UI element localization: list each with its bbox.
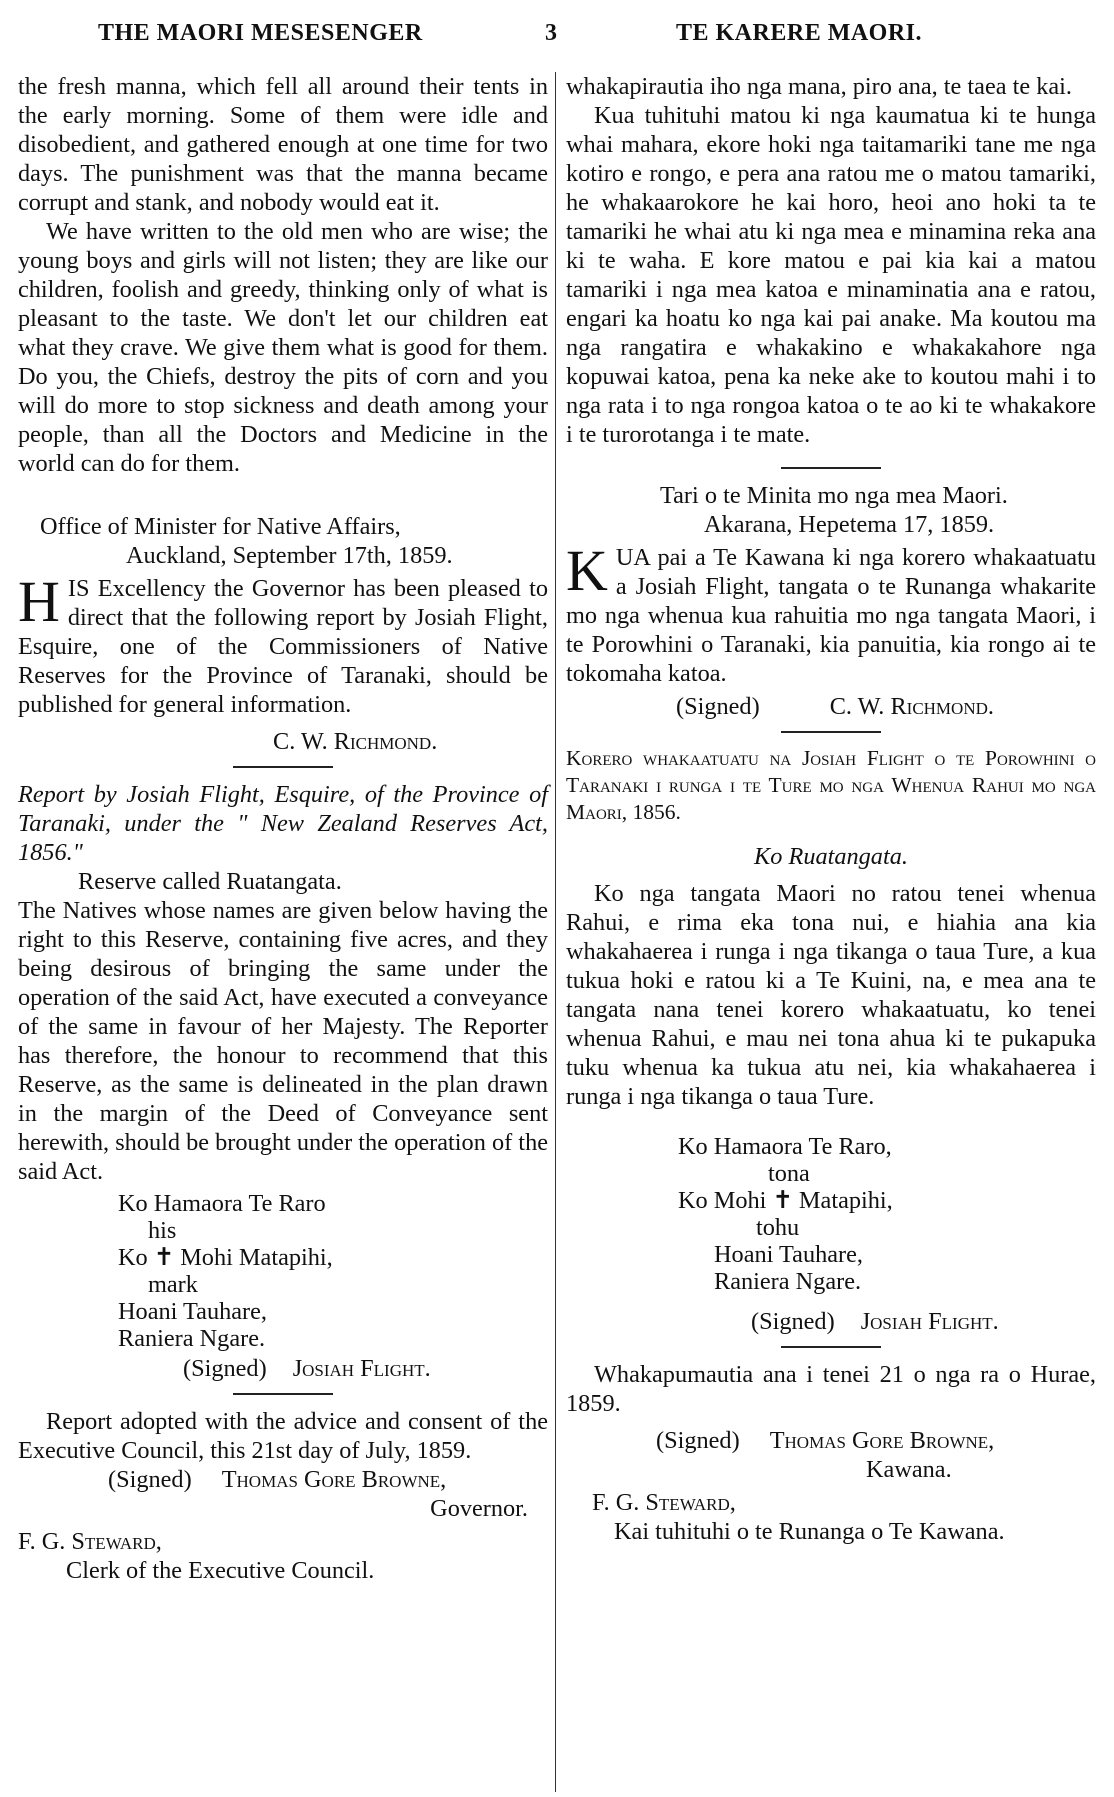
divider xyxy=(781,1346,881,1348)
clerk-title: Kai tuhituhi o te Runanga o Te Kawana. xyxy=(614,1518,1005,1545)
divider xyxy=(233,1393,333,1395)
maori-report-body: Ko nga tangata Maori no ratou tenei whenua Rahui, e rima eka tona nui, e hiahia ana kia whakahaerea i runga i nga tikanga o taua Ture, a kua tukua hoki e ratou ki a Te Kuini, na, e mea ana te tangata nana tenei korero whakaatuatu, ko tenei whenua Rahui, e mau nei tona ahua ki te pukapuka tuku whenua ka tukua atu nei, kia whakahaerea i runga i nga tikanga o taua Ture. xyxy=(566,880,1096,1110)
maori-adopted: Whakapumautia ana i tenei 21 o nga ra o Hurae, 1859. xyxy=(566,1361,1096,1417)
english-reserve-name: Reserve called Ruatangata. xyxy=(78,868,342,895)
maori-flight-signature xyxy=(566,1307,1096,1336)
signatory-flight: Josiah Flight. xyxy=(860,1308,999,1335)
signatory-flight: Josiah Flight. xyxy=(292,1355,431,1382)
signatory-richmond: C. W. Richmond. xyxy=(829,693,994,720)
english-browne-signature xyxy=(18,1465,548,1494)
maori-column xyxy=(566,72,1096,1546)
english-notice-text: IS Excellency the Governor has been pleased to direct that the following report by Josiah Flight, Esquire, one of the Commissioners of Native Reserves for the Province of Taranaki, should be published for general information. xyxy=(18,575,548,718)
name-4: Raniera Ngare. xyxy=(714,1268,862,1295)
english-report-body: The Natives whose names are given below having the right to this Reserve, containing five acres, and they being desirous of bringing the same under the operation of the said Act, have executed a conveyance of the same in favour of her Majesty. The Reporter has therefore, the honour to recommend that this Reserve, as the same is delineated in the plan drawn in the margin of the Deed of Conveyance sent herewith, should be brought under the operation of the said Act. xyxy=(18,897,548,1185)
english-notice-signature: C. W. Richmond. xyxy=(273,728,438,755)
name-1: Ko Hamaora Te Raro xyxy=(118,1190,326,1217)
english-flight-signature xyxy=(18,1354,548,1383)
maori-notice xyxy=(566,538,1096,688)
maori-para-2: Kua tuhituhi matou ki nga kaumatua ki te hunga whai mahara, ekore hoki nga taitamariki tane me nga kotiro e rongo, e pera ana ratou me o matou tamariki, he whakaarokore he kai horo, heoi ano hoki ta te tamariki he whai atu ki nga mea e minamina reka ana ki te waha. E kore matou e pai kia kai a matou tamariki i nga mea katoa e minaminatia ana e ratou, engari ka hoatu ko nga kai pai anake. Ma koutou ma nga rangatira e whakakino e whakakahore nga kopuwai katoa, pena ka neke ake to koutou mahi i to nga rata i to nga rongoa katoa o te ao ki te whakakore i te turorotanga i te mate. xyxy=(566,102,1096,448)
governor-title: Governor. xyxy=(430,1495,528,1522)
maori-para-1: whakapirautia iho nga mana, piro ana, te taea te kai. xyxy=(566,73,1072,100)
kawana-title: Kawana. xyxy=(866,1456,952,1483)
name-3: Hoani Tauhare, xyxy=(118,1298,267,1325)
signatory-steward: F. G. Steward, xyxy=(592,1489,736,1516)
mark-label: mark xyxy=(148,1271,198,1298)
maori-office: Tari o te Minita mo nga mea Maori. xyxy=(660,482,1008,509)
english-para-2: We have written to the old men who are wise; the young boys and girls will not listen; they are like our children, foolish and greedy, thinking only of what is pleasant to the taste. We don't let our children eat what they crave. We give them what is good for them. Do you, the Chiefs, destroy the pits of corn and you will do more to stop sickness and death among your people, than all the Doctors and Medicine in the world can do for them. xyxy=(18,218,548,477)
maori-date: Akarana, Hepetema 17, 1859. xyxy=(704,511,995,538)
signed-label: (Signed) xyxy=(183,1355,267,1382)
clerk-title: Clerk of the Executive Council. xyxy=(66,1557,375,1584)
tohu-label: tohu xyxy=(756,1214,800,1241)
his-label: his xyxy=(148,1217,177,1244)
maori-browne-signature xyxy=(566,1426,1096,1455)
divider xyxy=(781,467,881,469)
header-english-title: THE MAORI MESESENGER xyxy=(98,20,423,46)
maori-reserve-name: Ko Ruatangata. xyxy=(754,843,908,870)
english-column xyxy=(18,72,548,1585)
signed-label: (Signed) xyxy=(751,1308,835,1335)
english-drop-cap: H xyxy=(18,569,60,634)
name-2: Ko Mohi ✝ Matapihi, xyxy=(678,1187,893,1214)
english-date: Auckland, September 17th, 1859. xyxy=(126,542,453,569)
maori-notice-text: UA pai a Te Kawana ki nga korero whakaatuatu a Josiah Flight, tangata o te Runanga whakarite mo nga whenua kua rahuitia mo nga tangata Maori, i te Porowhini o Taranaki, kia panuitia, kia rongo ai te tokomaha katoa. xyxy=(566,544,1096,687)
signed-label: (Signed) xyxy=(656,1427,740,1454)
english-report-title: Report by Josiah Flight, Esquire, of the Province of Taranaki, under the " New Zealand Reserves Act, 1856." xyxy=(18,781,548,866)
page-header xyxy=(0,8,1114,48)
signatory-browne: Thomas Gore Browne, xyxy=(769,1427,995,1454)
tona-label: tona xyxy=(768,1160,810,1187)
divider xyxy=(781,731,881,733)
maori-report-title: Korero whakaatuatu na Josiah Flight o te Porowhini o Taranaki i runga i te Ture mo nga Whenua Rahui mo nga Maori, 1856. xyxy=(566,746,1096,824)
name-2: Ko ✝ Mohi Matapihi, xyxy=(118,1244,333,1271)
english-names xyxy=(18,1190,548,1352)
divider xyxy=(233,766,333,768)
signed-label: (Signed) xyxy=(108,1466,192,1493)
english-notice xyxy=(18,569,548,719)
name-4: Raniera Ngare. xyxy=(118,1325,266,1352)
maori-names xyxy=(566,1133,1096,1295)
signatory-browne: Thomas Gore Browne, xyxy=(221,1466,447,1493)
maori-notice-signature xyxy=(566,692,1096,721)
signatory-steward: F. G. Steward, xyxy=(18,1528,162,1555)
english-para-1: the fresh manna, which fell all around their tents in the early morning. Some of them were idle and disobedient, and gathered enough at one time for two days. The punishment was that the manna became corrupt and stank, and nobody would eat it. xyxy=(18,73,548,216)
column-divider xyxy=(555,72,556,1792)
name-3: Hoani Tauhare, xyxy=(714,1241,863,1268)
page-number: 3 xyxy=(545,20,558,46)
header-maori-title: TE KARERE MAORI. xyxy=(676,20,923,46)
signed-label: (Signed) xyxy=(676,693,760,720)
maori-drop-cap: K xyxy=(566,538,608,603)
english-office: Office of Minister for Native Affairs, xyxy=(40,513,401,540)
name-1: Ko Hamaora Te Raro, xyxy=(678,1133,892,1160)
english-adopted: Report adopted with the advice and consent of the Executive Council, this 21st day of July, 1859. xyxy=(18,1408,548,1464)
